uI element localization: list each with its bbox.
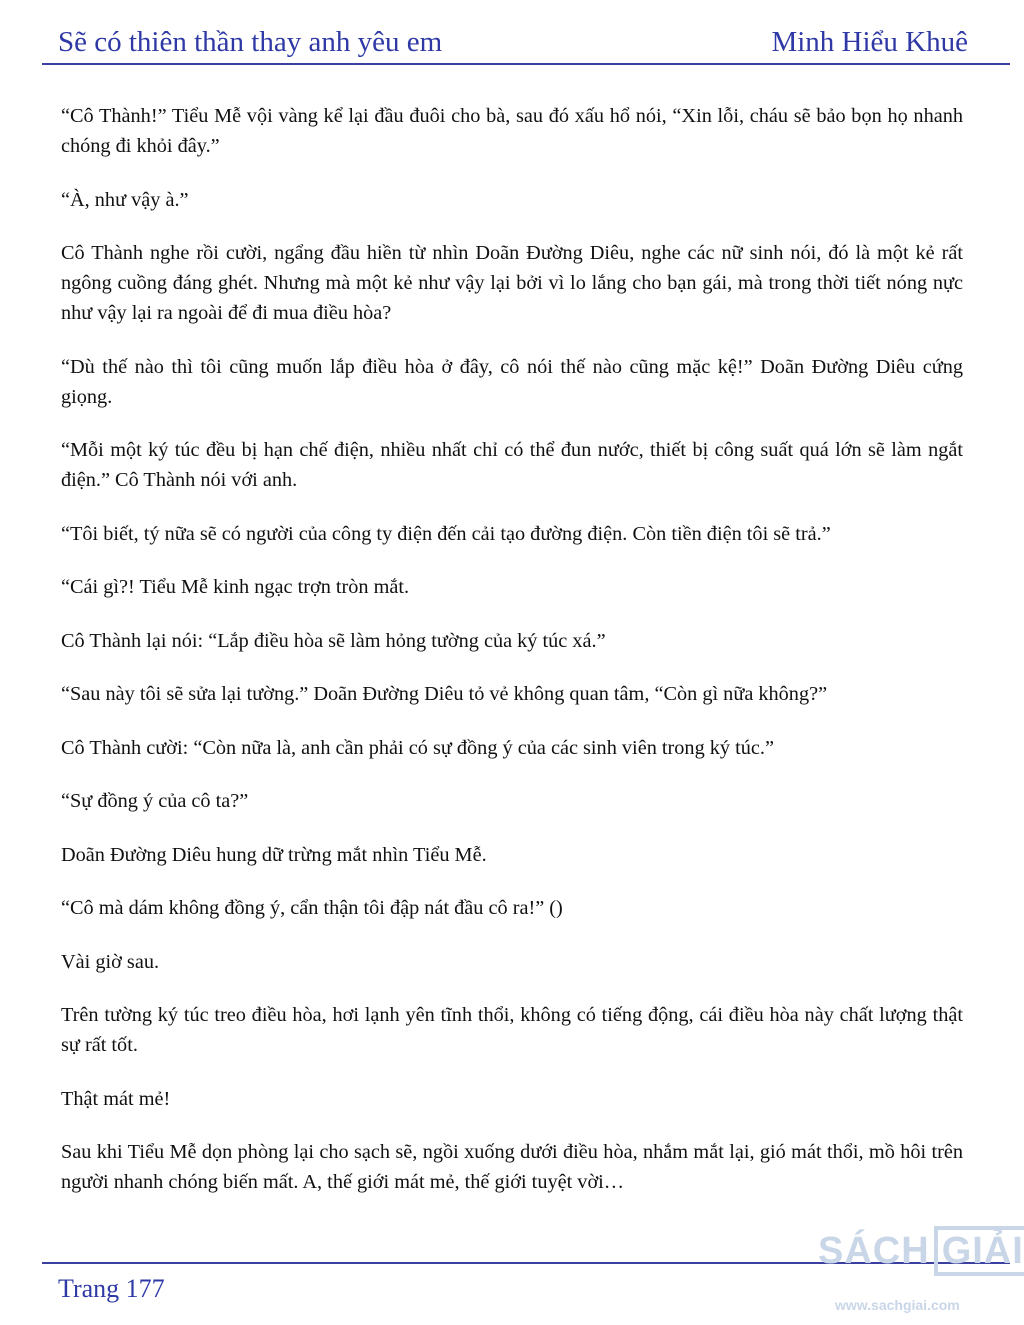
watermark-logo xyxy=(818,1226,1024,1321)
paragraph: “Cô Thành!” Tiểu Mễ vội vàng kể lại đầu đuôi cho bà, sau đó xấu hổ nói, “Xin lỗi, cháu sẽ bảo bọn họ nhanh chóng đi khỏi đây.” xyxy=(61,105,963,157)
paragraph: Doãn Đường Diêu hung dữ trừng mắt nhìn Tiểu Mễ. xyxy=(61,843,487,866)
watermark-text-boxed: GIẢI xyxy=(934,1226,1024,1276)
paragraph: Vài giờ sau. xyxy=(61,950,160,973)
paragraph: “Sự đồng ý của cô ta?” xyxy=(61,790,249,812)
paragraph: “À, như vậy à.” xyxy=(61,188,189,211)
paragraph: “Tôi biết, tý nữa sẽ có người của công ty điện đến cải tạo đường điện. Còn tiền điện tôi sẽ trả.” xyxy=(61,522,831,545)
paragraph: Sau khi Tiểu Mễ dọn phòng lại cho sạch sẽ, ngồi xuống dưới điều hòa, nhắm mắt lại, gió mát thổi, mồ hôi trên người nhanh chóng biến mất. A, thế giới mát mẻ, thế giới tuyệt vời… xyxy=(61,1141,963,1193)
watermark-wordmark xyxy=(818,1226,1024,1276)
paragraph: “Cái gì?! Tiểu Mễ kinh ngạc trợn tròn mắt. xyxy=(61,576,410,598)
watermark-url: www.sachgiai.com xyxy=(835,1297,960,1313)
paragraph: Cô Thành nghe rồi cười, ngẩng đầu hiền từ nhìn Doãn Đường Diêu, nghe các nữ sinh nói, đó là một kẻ rất ngông cuồng đáng ghét. Nhưng mà một kẻ như vậy lại bởi vì lo lắng cho bạn gái, mà trong thời tiết nóng nực như vậy lại ra ngoài để đi mua điều hòa? xyxy=(61,242,963,324)
paragraph: “Sau này tôi sẽ sửa lại tường.” Doãn Đường Diêu tỏ vẻ không quan tâm, “Còn gì nữa không?” xyxy=(61,683,828,705)
header-divider xyxy=(42,63,1010,65)
page-body xyxy=(61,101,963,1221)
paragraph: “Dù thế nào thì tôi cũng muốn lắp điều hòa ở đây, cô nói thế nào cũng mặc kệ!” Doãn Đường Diêu cứng giọng. xyxy=(61,355,963,408)
paragraph: “Mỗi một ký túc đều bị hạn chế điện, nhiều nhất chỉ có thể đun nước, thiết bị công suất quá lớn sẽ làm ngắt điện.” Cô Thành nói với anh. xyxy=(61,439,963,491)
author-name: Minh Hiểu Khuê xyxy=(771,26,968,58)
paragraph: Trên tường ký túc treo điều hòa, hơi lạnh yên tĩnh thổi, không có tiếng động, cái điều hòa này chất lượng thật sự rất tốt. xyxy=(61,1004,963,1056)
paragraph: Cô Thành cười: “Còn nữa là, anh cần phải có sự đồng ý của các sinh viên trong ký túc.” xyxy=(61,736,774,759)
page-header xyxy=(58,22,968,62)
paragraph: “Cô mà dám không đồng ý, cẩn thận tôi đập nát đầu cô ra!” () xyxy=(61,897,563,919)
paragraph: Thật mát mẻ! xyxy=(61,1087,171,1110)
page-number: Trang 177 xyxy=(58,1274,165,1303)
watermark-text-left: SÁCH xyxy=(818,1230,930,1272)
paragraph: Cô Thành lại nói: “Lắp điều hòa sẽ làm hỏng tường của ký túc xá.” xyxy=(61,629,606,652)
book-title: Sẽ có thiên thần thay anh yêu em xyxy=(58,26,443,58)
